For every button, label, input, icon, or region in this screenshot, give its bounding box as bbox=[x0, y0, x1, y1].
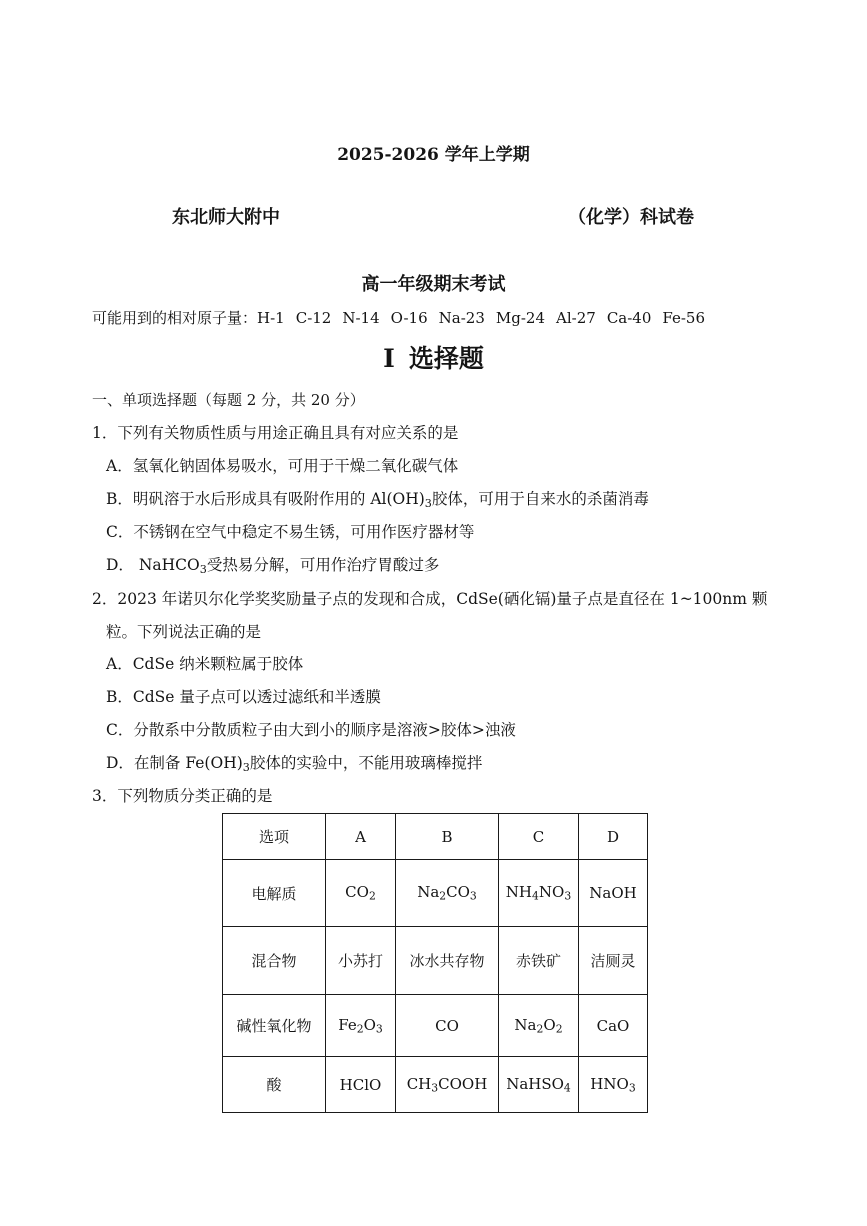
subscript: 4 bbox=[563, 1081, 571, 1095]
atomic-mass-item: Ca-40 bbox=[606, 309, 652, 327]
table-row-basic-oxide bbox=[223, 995, 648, 1057]
formula-part: Na bbox=[417, 883, 440, 902]
formula-part: Fe bbox=[338, 1015, 357, 1034]
option-text: 胶体的实验中，不能用玻璃棒搅拌 bbox=[249, 754, 483, 772]
formula-part: O bbox=[543, 1015, 556, 1034]
question-2-option-a: A．CdSe 纳米颗粒属于胶体 bbox=[106, 655, 304, 673]
table-cell: CaO bbox=[579, 995, 648, 1057]
formula-part: NH bbox=[505, 883, 533, 902]
table-cell: HClO bbox=[326, 1057, 396, 1113]
atomic-mass-item: N-14 bbox=[342, 309, 380, 327]
section-number: I bbox=[383, 344, 395, 373]
table-cell bbox=[396, 860, 499, 927]
atomic-mass-item: H-1 bbox=[257, 309, 285, 327]
table-row-label: 碱性氧化物 bbox=[223, 995, 326, 1057]
table-row-acid bbox=[223, 1057, 648, 1113]
question-2-option-c: C．分散系中分散质粒子由大到小的顺序是溶液>胶体>浊液 bbox=[106, 721, 516, 739]
subscript: 3 bbox=[199, 562, 207, 576]
subscript: 2 bbox=[356, 1022, 364, 1036]
table-cell: 小苏打 bbox=[326, 927, 396, 995]
section-title: 选择题 bbox=[408, 344, 484, 373]
table-header-row bbox=[223, 814, 648, 860]
subscript: 2 bbox=[555, 1022, 563, 1036]
table-cell: A bbox=[326, 814, 396, 860]
option-text: 胶体，可用于自来水的杀菌消毒 bbox=[431, 490, 649, 508]
formula-part: NO bbox=[538, 883, 565, 902]
table-row-label: 电解质 bbox=[223, 860, 326, 927]
table-cell bbox=[499, 1057, 579, 1113]
atomic-mass-item: Al-27 bbox=[556, 309, 596, 327]
table-cell bbox=[326, 995, 396, 1057]
section-heading bbox=[0, 346, 867, 371]
table-cell: 选项 bbox=[223, 814, 326, 860]
atomic-mass-item: Fe-56 bbox=[662, 309, 706, 327]
question-3-stem: 3．下列物质分类正确的是 bbox=[92, 787, 273, 805]
question-1-option-c: C．不锈钢在空气中稳定不易生锈，可用作医疗器材等 bbox=[106, 523, 475, 541]
question-2-stem-line2: 粒。下列说法正确的是 bbox=[106, 623, 262, 641]
formula-part: COOH bbox=[438, 1074, 488, 1093]
table-cell bbox=[499, 995, 579, 1057]
formula-part: CO bbox=[345, 883, 369, 902]
question-1-option-d bbox=[106, 558, 439, 575]
atomic-mass-item: C-12 bbox=[295, 309, 332, 327]
part-title: 一、单项选择题（每题 2 分，共 20 分） bbox=[92, 391, 365, 409]
table-cell bbox=[579, 1057, 648, 1113]
subscript: 3 bbox=[628, 1081, 636, 1095]
option-text: 受热易分解，可用作治疗胃酸过多 bbox=[206, 556, 440, 574]
question-2-option-d bbox=[106, 756, 482, 773]
table-row-label: 混合物 bbox=[223, 927, 326, 995]
school-name: 东北师大附中 bbox=[172, 207, 280, 228]
table-cell: D bbox=[579, 814, 648, 860]
question-1-option-b bbox=[106, 492, 649, 509]
subscript: 2 bbox=[439, 889, 447, 903]
formula-part: HNO bbox=[590, 1074, 629, 1093]
formula-part: O bbox=[363, 1015, 376, 1034]
table-row-label: 酸 bbox=[223, 1057, 326, 1113]
table-row-electrolyte bbox=[223, 860, 648, 927]
option-text: B．明矾溶于水后形成具有吸附作用的 Al(OH) bbox=[106, 490, 425, 508]
formula-part: CH bbox=[406, 1074, 432, 1093]
formula-part: Na bbox=[514, 1015, 537, 1034]
table-cell: B bbox=[396, 814, 499, 860]
subscript: 2 bbox=[368, 889, 376, 903]
atomic-masses-label: 可能用到的相对原子量： bbox=[92, 309, 258, 327]
subscript: 3 bbox=[469, 889, 477, 903]
table-cell: NaOH bbox=[579, 860, 648, 927]
table-cell bbox=[326, 860, 396, 927]
option-text: D． NaHCO bbox=[106, 556, 200, 574]
term-title: 2025-2026 学年上学期 bbox=[337, 145, 530, 165]
question-2-option-b: B．CdSe 量子点可以透过滤纸和半透膜 bbox=[106, 688, 381, 706]
atomic-mass-item: Mg-24 bbox=[495, 309, 546, 327]
subscript: 3 bbox=[242, 760, 250, 774]
table-cell: 洁厕灵 bbox=[579, 927, 648, 995]
subscript: 4 bbox=[532, 889, 539, 903]
question-1-stem: 1．下列有关物质性质与用途正确且具有对应关系的是 bbox=[92, 424, 459, 442]
question-1-option-a: A．氢氧化钠固体易吸水，可用于干燥二氧化碳气体 bbox=[106, 457, 459, 475]
subscript: 3 bbox=[424, 496, 432, 510]
atomic-masses-line bbox=[92, 311, 705, 326]
subscript: 2 bbox=[536, 1022, 544, 1036]
table-cell bbox=[396, 1057, 499, 1113]
subject-name: （化学）科试卷 bbox=[568, 207, 694, 228]
subscript: 3 bbox=[564, 889, 572, 903]
subscript: 3 bbox=[375, 1022, 383, 1036]
option-text: D．在制备 Fe(OH) bbox=[106, 754, 243, 772]
atomic-mass-item: Na-23 bbox=[438, 309, 485, 327]
table-cell: C bbox=[499, 814, 579, 860]
table-row-mixture bbox=[223, 927, 648, 995]
atomic-mass-item: O-16 bbox=[390, 309, 428, 327]
table-cell: 赤铁矿 bbox=[499, 927, 579, 995]
formula-part: CO bbox=[446, 883, 470, 902]
formula-part: NaHSO bbox=[506, 1074, 564, 1093]
exam-title: 高一年级期末考试 bbox=[361, 274, 506, 295]
table-cell bbox=[499, 860, 579, 927]
question-2-stem-line1: 2．2023 年诺贝尔化学奖奖励量子点的发现和合成，CdSe(硒化镉)量子点是直径在 1~100nm 颗 bbox=[92, 590, 768, 608]
table-cell: 冰水共存物 bbox=[396, 927, 499, 995]
subscript: 3 bbox=[431, 1081, 439, 1095]
classification-table bbox=[222, 813, 648, 1113]
table-cell: CO bbox=[396, 995, 499, 1057]
